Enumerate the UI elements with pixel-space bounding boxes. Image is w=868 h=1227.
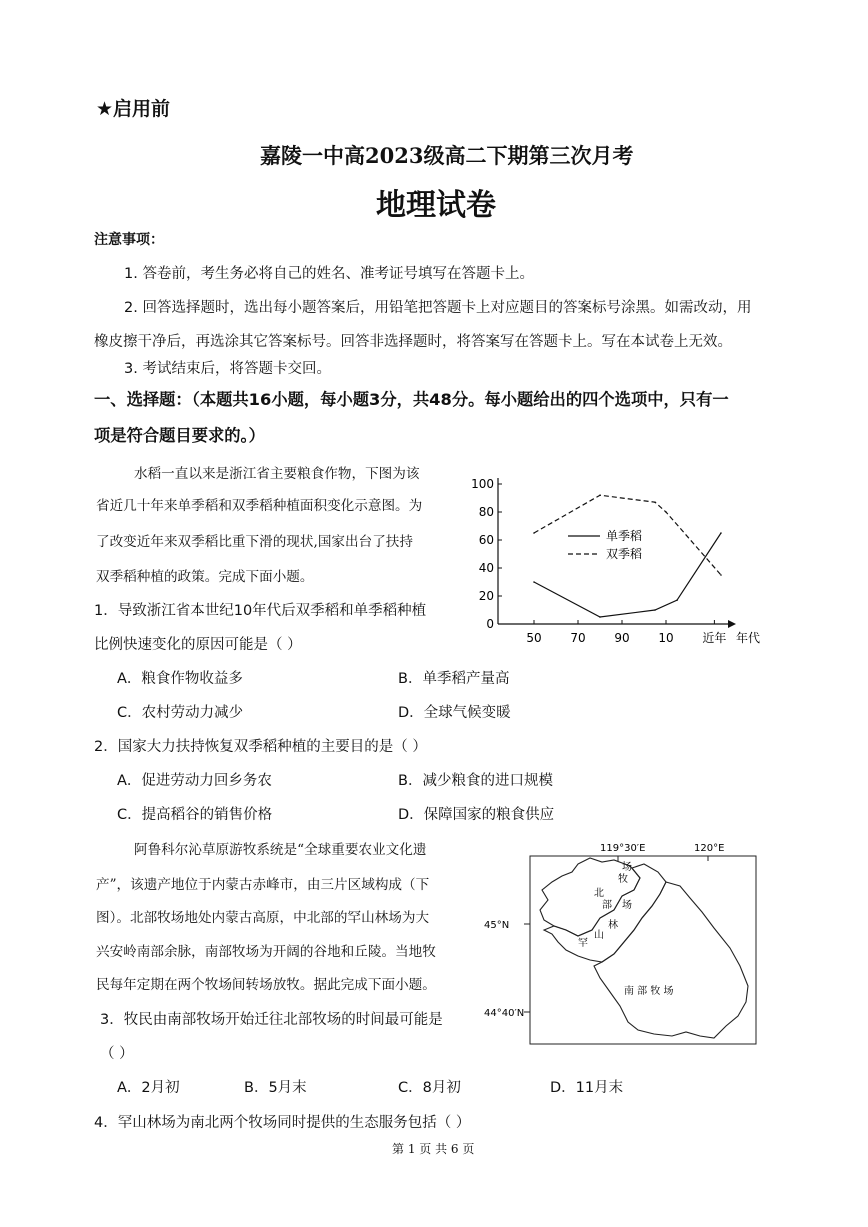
- q3-option-a: A．2月初: [117, 1080, 180, 1096]
- notice-item: 橡皮擦干净后，再选涂其它答案标号。回答非选择题时，将答案写在答题卡上。写在本试卷上无效。: [94, 334, 732, 350]
- data-point: [599, 494, 601, 496]
- y-tick-label: 20: [478, 589, 494, 603]
- q1-option-d: D．全球气候变暖: [398, 705, 511, 721]
- map-latitude-label: 44°40′N: [484, 1008, 525, 1019]
- x-tick-label: 10: [658, 631, 674, 645]
- map-label-forest: 林: [608, 920, 618, 931]
- q1-option-b: B．单季稻产量高: [398, 671, 510, 687]
- passage1-line: 了改变近年来双季稻比重下滑的现状,国家出台了扶持: [96, 534, 413, 550]
- data-point: [665, 511, 667, 513]
- rice-area-chart: [460, 470, 790, 650]
- map-label-forest: 罕: [578, 938, 588, 949]
- q1-stem-cont: 比例快速变化的原因可能是（ ）: [94, 637, 302, 653]
- map-label-south: 南 部 牧 场: [624, 986, 674, 997]
- q1-option-c: C．农村劳动力减少: [117, 705, 244, 721]
- q1-stem: 1．导致浙江省本世纪10年代后双季稻和单季稻种植: [94, 603, 427, 619]
- y-tick-label: 40: [478, 561, 494, 575]
- data-point: [654, 609, 656, 611]
- y-tick-label: 60: [478, 533, 494, 547]
- school-title: 嘉陵一中高2023级高二下期第三次月考: [260, 143, 634, 168]
- legend-label: 双季稻: [606, 547, 643, 561]
- series-line-single: [534, 533, 721, 617]
- map-longitude-label: 120°E: [694, 843, 725, 854]
- status-label: ★启用前: [96, 98, 171, 120]
- grassland-map: [482, 838, 768, 1050]
- q1-option-a: A．粮食作物收益多: [117, 671, 243, 687]
- q2-option-c: C．提高稻谷的销售价格: [117, 807, 273, 823]
- passage1-line: 双季稻种植的政策。完成下面小题。: [96, 569, 314, 585]
- passage2-line: 阿鲁科尔沁草原游牧系统是“全球重要农业文化遗: [134, 842, 427, 858]
- passage2-line: 兴安岭南部余脉，南部牧场为开阔的谷地和丘陵。当地牧: [96, 944, 436, 960]
- q3-stem-cont: （ ）: [100, 1046, 134, 1062]
- notice-heading: 注意事项：: [94, 232, 164, 248]
- data-point: [599, 616, 601, 618]
- q2-option-a: A．促进劳动力回乡务农: [117, 773, 272, 789]
- y-tick-label: 0: [486, 617, 494, 631]
- q2-option-b: B．减少粮食的进口规模: [398, 773, 553, 789]
- legend-label: 单季稻: [606, 529, 643, 543]
- q3-option-d: D．11月末: [550, 1080, 624, 1096]
- section-heading: 一、选择题：（本题共16小题，每小题3分，共48分。每小题给出的四个选项中，只有一: [94, 390, 729, 409]
- map-label-north: 场: [622, 862, 632, 873]
- map-frame: [530, 856, 756, 1044]
- map-label-forest: 场: [622, 900, 632, 911]
- map-label-north: 北: [594, 888, 604, 899]
- passage1-line: 水稻一直以来是浙江省主要粮食作物，下图为该: [134, 466, 420, 482]
- map-label-north: 部: [602, 900, 612, 911]
- x-axis-title: 年代: [735, 631, 761, 645]
- q3-option-c: C．8月初: [398, 1080, 461, 1096]
- section-heading-cont: 项是符合题目要求的。）: [94, 426, 265, 445]
- data-point: [654, 501, 656, 503]
- q3-stem: 3．牧民由南部牧场开始迁往北部牧场的时间最可能是: [100, 1012, 443, 1028]
- q4-stem: 4．罕山林场为南北两个牧场同时提供的生态服务包括（ ）: [94, 1115, 471, 1131]
- notice-item: 1. 答卷前，考生务必将自己的姓名、准考证号填写在答题卡上。: [124, 266, 534, 282]
- x-tick-label: 70: [570, 631, 586, 645]
- q2-option-d: D．保障国家的粮食供应: [398, 807, 555, 823]
- data-point: [676, 599, 678, 601]
- q2-stem: 2．国家大力扶持恢复双季稻种植的主要目的是（ ）: [94, 739, 427, 755]
- map-longitude-label: 119°30′E: [600, 843, 646, 854]
- passage2-line: 图）。北部牧场地处内蒙古高原，中北部的罕山林场为大: [96, 910, 430, 926]
- map-label-forest: 山: [594, 930, 604, 941]
- x-tick-label: 近年: [702, 631, 727, 645]
- notice-item: 3. 考试结束后，将答题卡交回。: [124, 361, 331, 377]
- data-point: [720, 532, 722, 534]
- map-label-north: 牧: [618, 874, 628, 885]
- notice-item: 2. 回答选择题时，选出每小题答案后，用铅笔把答题卡上对应题目的答案标号涂黑。如需改动，用: [124, 300, 752, 316]
- passage1-line: 省近几十年来单季稻和双季稻种植面积变化示意图。为: [96, 498, 423, 514]
- x-axis-arrow: [728, 620, 736, 628]
- data-point: [533, 532, 535, 534]
- q3-option-b: B．5月末: [244, 1080, 307, 1096]
- page-footer: 第 1 页 共 6 页: [392, 1142, 475, 1156]
- passage2-line: 民每年定期在两个牧场间转场放牧。据此完成下面小题。: [96, 977, 436, 993]
- y-tick-label: 80: [478, 505, 494, 519]
- map-latitude-label: 45°N: [484, 920, 510, 931]
- data-point: [720, 574, 722, 576]
- subject-title: 地理试卷: [376, 188, 496, 223]
- x-tick-label: 50: [526, 631, 542, 645]
- data-point: [533, 581, 535, 583]
- x-tick-label: 90: [614, 631, 630, 645]
- passage2-line: 产”，该遗产地位于内蒙古赤峰市，由三片区域构成（下: [96, 877, 430, 893]
- y-tick-label: 100: [471, 477, 494, 491]
